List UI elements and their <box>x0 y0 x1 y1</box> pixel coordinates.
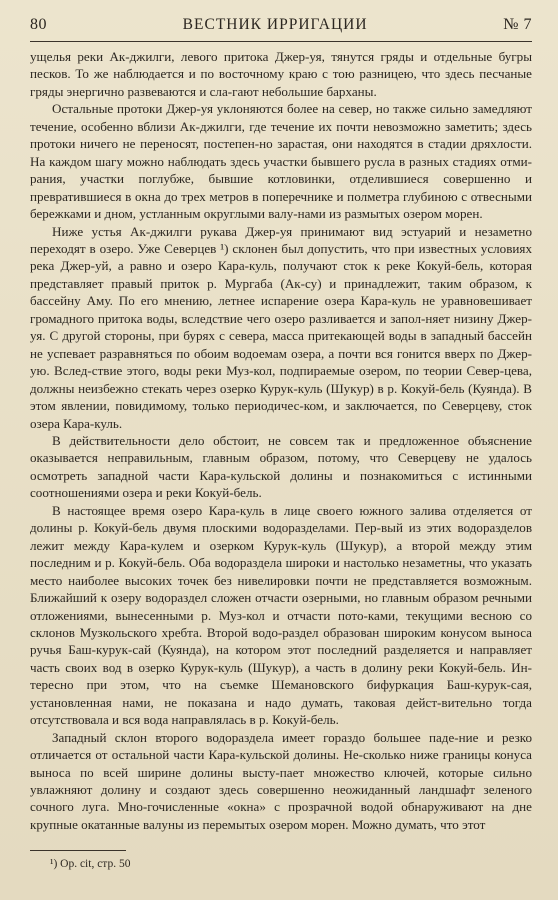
issue-number: № 7 <box>503 16 532 33</box>
article-body <box>30 48 532 833</box>
journal-title: ВЕСТНИК ИРРИГАЦИИ <box>182 16 368 33</box>
paragraph-3: Ниже устья Ак-джилги рукава Джер-уя принимают вид эстуарий и незаметно переходят в озеро. Уже Северцев ¹) склонен был допустить, что при известных условиях река Джер-уй, а равно и озеро Кара-куль, получают сток к реке Кокуй-бель, которая представляет правый приток р. Мургаба (Ак-су) и принадлежит, таким образом, к бассейну Аму. По его мнению, летнее испарение озера Кара-куль не уравновешивает громадного притока воды, вследствие чего озеро разливается и запол-няет низину Джер-уя. С другой стороны, при бурях с севера, масса притекающей воды в западный бассейн не успевает разравняться по обоим водоемам озера, а почти вся гонится вверх по Джер-ую. Вслед-ствие этого, воды реки Муз-кол, подпираемые озером, по теории Север-цева, должны неизбежно стекать через озерко Курук-куль (Шукур) в р. Кокуй-бель (Куянда). В этом явлении, повидимому, только периодичес-ком, и заключается, по Северцеву, сток озера Кара-куль. <box>30 223 532 431</box>
paragraph-5: В настоящее время озеро Кара-куль в лице своего южного залива отделяется от долины р. Кокуй-бель двумя плоскими водоразделами. Пер-вый из этих водоразделов лежит между Кара-кулем и озерком Курук-куль (Шукур), а второй между этим последним и р. Кокуй-бель. Оба водораздела широки и настолько незаметны, что указать место наиболее высоких точек без нивелировки почти не представляется возможным. Ближайший к озеру водораздел сложен отчасти озерными, но главным образом речными отложениями, вынесенными р. Муз-кол и отчасти пото-ками, текущими весною со склонов Музкольского хребта. Второй водо-раздел образован широким конусом выноса ручья Баш-курук-сай (Куянда), на котором этот последний разделяется и направляет часть своих вод в озерко Курук-куль (Шукур), а часть в долину реки Кокуй-бель. Ин-тересно при этом, что на съемке Шемановского бифуркация Баш-курук-сая, установленная нами, не показана и надо думать, таковая дейст-вительно тогда отсутствовала и вся вода направлялась в р. Кокуй-бель. <box>30 502 532 728</box>
header-rule <box>30 41 532 42</box>
paragraph-6: Западный склон второго водораздела имеет гораздо большее паде-ние и резко отличается от остальной части Кара-кульской долины. Не-сколько ниже границы конуса выноса по всей ширине долины высту-пает множество ключей, которые сильно увлажняют долину и создают здесь совершенно неожиданный ландшафт зеленого сочного луга. Мно-гочисленные «окна» с прозрачной водой обнаруживают на дне крупные окатанные валуны из перемытых озером морен. Можно думать, что этот <box>30 729 532 832</box>
paragraph-4: В действительности дело обстоит, не совсем так и предложенное объяснение оказывается неправильным, главным образом, потому, что Северцеву не удалось осмотреть западной части Кара-кульской долины и познакомиться с истинными соотношениями озера и реки Кокуй-бель. <box>30 432 532 501</box>
paragraph-2: Остальные протоки Джер-уя уклоняются более на север, но также сильно замедляют течение, особенно вблизи Ак-джилги, где течение их почти невозможно заметить; здесь протоки ничего не переносят, постепен-но зарастая, они находятся в стадии дряхлости. На каждом шагу можно наблюдать здесь участки бывшего русла в разных стадиях отми-рания, участки поглубже, бывшие котловинки, отделившиеся совершенно и превратившиеся в окна до трех метров в поперечнике и полметра глубиною с отвесными бережками и дном, устланным округлыми валу-нами из размытых озером морен. <box>30 101 532 222</box>
footnote-rule <box>30 850 126 851</box>
page-number: 80 <box>30 16 47 33</box>
page-header <box>30 12 532 38</box>
paragraph-1: ущелья реки Ак-джилги, левого притока Джер-уя, тянутся гряды и отдельные бугры песков. То же наблюдается и по восточному краю с тою разницею, что здесь песчаные гряды энергично развеваются и сла-гают небольшие барханы. <box>30 49 532 99</box>
footnote: ¹) Op. cit, стр. 50 <box>50 858 131 870</box>
